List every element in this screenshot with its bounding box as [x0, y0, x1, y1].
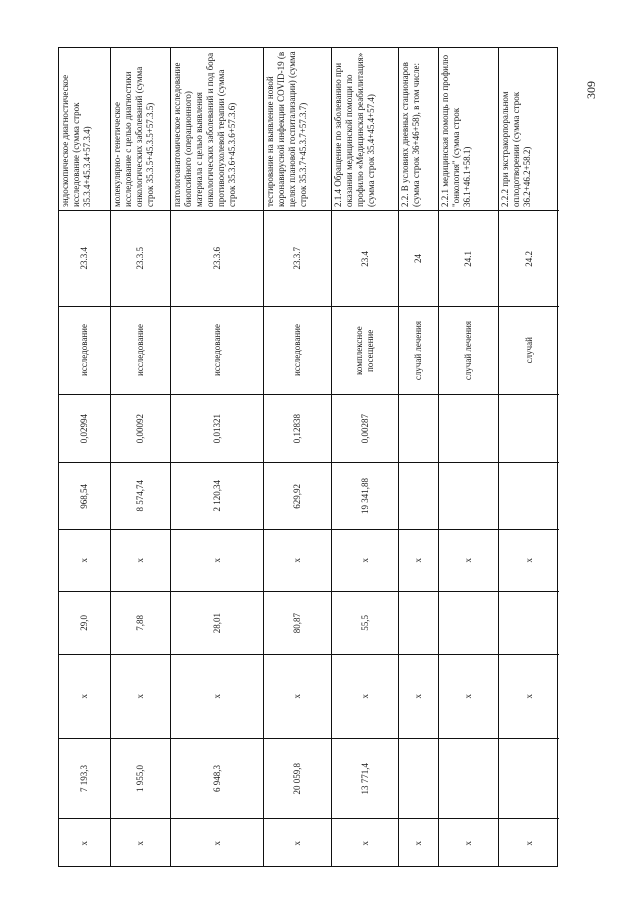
- row-line-cell: [264, 210, 331, 306]
- row-c6-cell: [332, 529, 398, 591]
- row-c8-cell: [439, 654, 498, 738]
- row-norm-volume: 0,12838: [292, 413, 302, 444]
- row-name: тестирование на выявление новой коронавирусной инфекции COVID-19 (в целях плановой госпитализации) (сумма строк 35.3.7+45.3.7+57.3.7): [265, 51, 308, 207]
- row-c7: 29,0: [79, 615, 89, 631]
- row-c10-cell: [264, 818, 331, 868]
- row-cost-cell: [59, 462, 110, 529]
- row-c6-cell: [499, 529, 559, 591]
- table-row: [264, 48, 332, 866]
- row-line-cell: [332, 210, 398, 306]
- row-cost-cell: [439, 462, 498, 529]
- row-norm-volume: 0,00287: [359, 413, 370, 444]
- row-c7: 80,87: [292, 612, 302, 634]
- row-name-cell: [499, 48, 559, 210]
- row-name-cell: [399, 48, 438, 210]
- row-c9: 13 771,4: [359, 762, 370, 795]
- row-unit: исследование: [211, 324, 222, 377]
- row-c9-cell: [439, 738, 498, 818]
- row-line-cell: [499, 210, 559, 306]
- row-unit-cell: [499, 306, 559, 394]
- row-unit-cell: [332, 306, 398, 394]
- row-c9-cell: [499, 738, 559, 818]
- row-c9-cell: [111, 738, 170, 818]
- row-c10: х: [79, 841, 89, 846]
- row-c9-cell: [171, 738, 263, 818]
- row-norm-cost: 8 574,74: [135, 480, 145, 512]
- row-name: патологоанатомическое исследование биопсийного (операционного) материала с целью выявления онкологических заболеваний и под бора противоопухолевой терапии (сумма строк 35.3.6+45.3.6+57.3.6): [172, 52, 237, 207]
- row-volume-cell: [59, 394, 110, 462]
- row-c8-cell: [332, 654, 398, 738]
- row-line-cell: [399, 210, 438, 306]
- row-unit: комплексное посещение: [354, 326, 375, 375]
- row-c7: 55,5: [359, 615, 370, 631]
- row-c10-cell: [399, 818, 438, 868]
- row-volume-cell: [171, 394, 263, 462]
- row-c10: х: [211, 841, 222, 846]
- row-unit: случай лечения: [413, 320, 423, 381]
- row-unit-cell: [439, 306, 498, 394]
- row-c9: 1 955,0: [135, 765, 145, 792]
- row-c9: 7 193,3: [79, 765, 89, 792]
- row-name: эндоскопическое диагностическое исследование (сумма строк 35.3.4+45.3.4+57.3.4): [60, 74, 92, 207]
- row-line-number: 23.4: [359, 250, 370, 267]
- row-norm-volume: 0,00092: [135, 413, 145, 444]
- row-c8-cell: [399, 654, 438, 738]
- row-c9: 6 948,3: [211, 765, 222, 792]
- row-c9: 20 059,8: [292, 762, 302, 795]
- row-cost-cell: [332, 462, 398, 529]
- row-c6-cell: [59, 529, 110, 591]
- row-c7-cell: [111, 591, 170, 654]
- row-name: 2.2. В условиях дневных стационаров (сумма строк 36+46+58), в том числе:: [400, 62, 421, 207]
- row-c7-cell: [264, 591, 331, 654]
- row-c8: х: [413, 694, 423, 699]
- row-line-number: 24.2: [523, 250, 534, 267]
- row-cost-cell: [264, 462, 331, 529]
- row-norm-cost: 968,54: [79, 483, 89, 509]
- row-volume-cell: [399, 394, 438, 462]
- row-cost-cell: [111, 462, 170, 529]
- row-c8: х: [135, 694, 145, 699]
- row-c7: 7,88: [135, 615, 145, 631]
- row-c10-cell: [499, 818, 559, 868]
- table-row: [332, 48, 399, 866]
- row-line-cell: [171, 210, 263, 306]
- row-norm-volume: 0,02994: [79, 413, 89, 444]
- row-unit-cell: [399, 306, 438, 394]
- row-unit-cell: [171, 306, 263, 394]
- row-volume-cell: [439, 394, 498, 462]
- row-volume-cell: [264, 394, 331, 462]
- row-c10: х: [292, 841, 302, 846]
- row-c9-cell: [59, 738, 110, 818]
- row-c8: х: [211, 694, 222, 699]
- row-volume-cell: [332, 394, 398, 462]
- row-cost-cell: [499, 462, 559, 529]
- row-norm-cost: 629,92: [292, 483, 302, 509]
- row-c10: х: [135, 841, 145, 846]
- row-c6: х: [359, 558, 370, 563]
- row-c10: х: [359, 841, 370, 846]
- row-c8: х: [359, 694, 370, 699]
- table-row: [111, 48, 171, 866]
- row-name: 2.2.1 медицинская помощь по профилю "онкология" (сумма строк 36.1+46.1+58.1): [440, 54, 472, 207]
- row-c8: х: [523, 694, 534, 699]
- row-unit: исследование: [79, 324, 89, 377]
- row-unit: исследование: [292, 324, 302, 377]
- row-name: 2.1.4 Обращение по заболеванию при оказании медицинской помощи по профилю «Медицинская реабилитация» (сумма строк 35.4+45.4+57.4): [333, 52, 376, 207]
- row-c8: х: [292, 694, 302, 699]
- row-line-number: 23.3.7: [292, 247, 302, 270]
- row-c7-cell: [59, 591, 110, 654]
- row-c10-cell: [59, 818, 110, 868]
- row-c9-cell: [332, 738, 398, 818]
- row-unit-cell: [59, 306, 110, 394]
- row-c6-cell: [111, 529, 170, 591]
- row-c6-cell: [439, 529, 498, 591]
- row-norm-volume: 0,01321: [211, 413, 222, 444]
- row-name: 2.2.2 при экстракорпоральном оплодотворении (сумма строк 36.2+46.2+58.2): [500, 91, 532, 207]
- row-unit: случай лечения: [463, 320, 473, 381]
- row-name-cell: [332, 48, 398, 210]
- row-c6: х: [463, 558, 473, 563]
- row-c7-cell: [332, 591, 398, 654]
- row-line-number: 23.3.6: [211, 247, 222, 270]
- row-c7-cell: [439, 591, 498, 654]
- row-norm-cost: 19 341,88: [359, 478, 370, 514]
- row-c8-cell: [171, 654, 263, 738]
- row-name-cell: [111, 48, 170, 210]
- row-cost-cell: [171, 462, 263, 529]
- row-c7-cell: [171, 591, 263, 654]
- row-c9-cell: [264, 738, 331, 818]
- row-line-number: 23.3.4: [79, 247, 89, 270]
- row-name-cell: [264, 48, 331, 210]
- row-c10: х: [413, 841, 423, 846]
- table-row: [171, 48, 264, 866]
- row-line-cell: [439, 210, 498, 306]
- row-c10: х: [463, 841, 473, 846]
- row-c8-cell: [111, 654, 170, 738]
- row-c7: 28,01: [211, 612, 222, 634]
- row-line-number: 23.3.5: [135, 247, 145, 270]
- row-c6: х: [292, 558, 302, 563]
- row-name-cell: [59, 48, 110, 210]
- row-c6: х: [135, 558, 145, 563]
- row-c6: х: [523, 558, 534, 563]
- row-name: молекулярно- генетическое исследование с целью диагностики онкологических заболеваний (сумма строк 35.3.5+45.3.5+57.3.5): [112, 66, 155, 207]
- row-c8: х: [79, 694, 89, 699]
- row-c10-cell: [171, 818, 263, 868]
- row-c10-cell: [111, 818, 170, 868]
- row-c8-cell: [59, 654, 110, 738]
- table-row: [59, 48, 111, 866]
- row-volume-cell: [111, 394, 170, 462]
- row-name-cell: [439, 48, 498, 210]
- row-name-cell: [171, 48, 263, 210]
- row-unit-cell: [264, 306, 331, 394]
- row-volume-cell: [499, 394, 559, 462]
- row-c7-cell: [399, 591, 438, 654]
- table-row: [439, 48, 499, 866]
- row-line-number: 24.1: [463, 250, 473, 267]
- row-unit: случай: [523, 337, 534, 364]
- row-c10-cell: [332, 818, 398, 868]
- row-c6: х: [211, 558, 222, 563]
- row-cost-cell: [399, 462, 438, 529]
- table-row: [499, 48, 559, 866]
- page-number: 309: [584, 81, 598, 99]
- row-c7-cell: [499, 591, 559, 654]
- row-c6: х: [413, 558, 423, 563]
- row-c6: х: [79, 558, 89, 563]
- row-line-cell: [111, 210, 170, 306]
- row-line-cell: [59, 210, 110, 306]
- row-line-number: 24: [413, 254, 423, 263]
- row-c8: х: [463, 694, 473, 699]
- row-c6-cell: [399, 529, 438, 591]
- row-c8-cell: [499, 654, 559, 738]
- row-c8-cell: [264, 654, 331, 738]
- row-unit-cell: [111, 306, 170, 394]
- row-unit: исследование: [135, 324, 145, 377]
- row-c10-cell: [439, 818, 498, 868]
- row-norm-cost: 2 120,34: [211, 480, 222, 512]
- table-row: [399, 48, 439, 866]
- rotated-table: [58, 47, 558, 867]
- row-c10: х: [523, 841, 534, 846]
- row-c6-cell: [171, 529, 263, 591]
- row-c9-cell: [399, 738, 438, 818]
- row-c6-cell: [264, 529, 331, 591]
